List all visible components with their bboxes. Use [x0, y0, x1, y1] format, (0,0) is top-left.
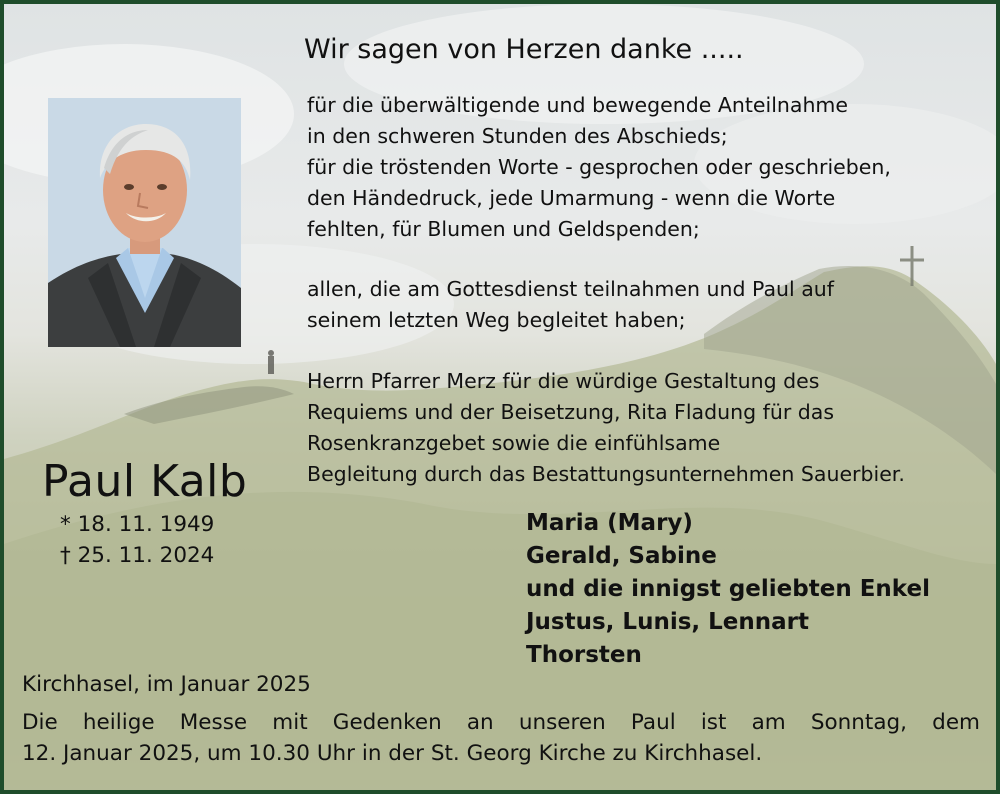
family-signatures [526, 507, 930, 672]
text-line: Begleitung durch das Bestattungsunternehmen Sauerbier. [307, 462, 905, 486]
thanks-block-attendees [307, 274, 834, 336]
text-line: fehlten, für Blumen und Geldspenden; [307, 217, 700, 241]
text-line: Rosenkranzgebet sowie die einfühlsame [307, 431, 721, 455]
place-date: Kirchhasel, im Januar 2025 [22, 672, 311, 697]
text-line: den Händedruck, jede Umarmung - wenn die Worte [307, 186, 836, 210]
text-line: in den schweren Stunden des Abschieds; [307, 124, 728, 148]
family-line: Thorsten [526, 642, 642, 668]
thanks-block-clergy [307, 366, 905, 490]
family-line: und die innigst geliebten Enkel [526, 576, 930, 602]
thanks-heading: Wir sagen von Herzen danke ..... [304, 34, 744, 65]
family-line: Gerald, Sabine [526, 543, 717, 569]
text-line: Requiems und der Beisetzung, Rita Fladung für das [307, 400, 835, 424]
text-line: für die überwältigende und bewegende Anteilnahme [307, 93, 849, 117]
family-line: Justus, Lunis, Lennart [526, 609, 810, 635]
text-line: seinem letzten Weg begleitet haben; [307, 308, 686, 332]
family-line: Maria (Mary) [526, 510, 693, 536]
deceased-name: Paul Kalb [42, 456, 248, 507]
text-line: allen, die am Gottesdienst teilnahmen und Paul auf [307, 277, 834, 301]
text-line: für die tröstenden Worte - gesprochen oder geschrieben, [307, 155, 891, 179]
birth-date: * 18. 11. 1949 [60, 512, 215, 537]
death-date: † 25. 11. 2024 [60, 543, 215, 568]
portrait-photo [48, 98, 241, 347]
thanks-block-sympathy [307, 90, 891, 245]
memorial-mass-notice [22, 707, 980, 769]
text-line: Herrn Pfarrer Merz für die würdige Gestaltung des [307, 369, 820, 393]
notice-line: 12. Januar 2025, um 10.30 Uhr in der St. Georg Kirche zu Kirchhasel. [22, 741, 763, 766]
notice-line: Die heilige Messe mit Gedenken an unseren Paul ist am Sonntag, dem [22, 710, 980, 735]
